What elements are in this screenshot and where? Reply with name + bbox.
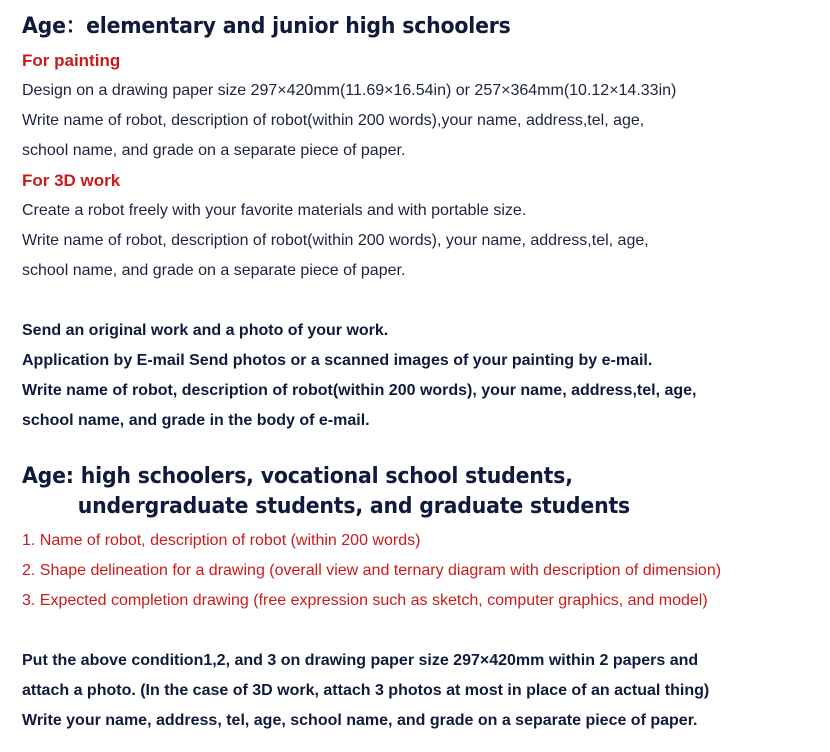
section1-instruction-3: Write name of robot, description of robot(within 200 words), your name, address,tel, age,	[22, 382, 697, 399]
painting-line-3: school name, and grade on a separate piece of paper.	[22, 142, 406, 159]
condition-1: 1. Name of robot, description of robot (within 200 words)	[22, 532, 421, 549]
section1-instruction-2: Application by E-mail Send photos or a scanned images of your painting by e-mail.	[22, 352, 653, 369]
section1-instruction-4: school name, and grade in the body of e-mail.	[22, 412, 370, 429]
section2-instruction-2: attach a photo. (In the case of 3D work, attach 3 photos at most in place of an actual thing)	[22, 682, 710, 699]
work3d-line-1: Create a robot freely with your favorite materials and with portable size.	[22, 202, 527, 219]
painting-label: For painting	[22, 51, 121, 70]
section2-heading-line-2: undergraduate students, and graduate students	[77, 494, 631, 519]
work3d-line-2: Write name of robot, description of robot(within 200 words), your name, address,tel, age,	[22, 232, 649, 249]
painting-line-2: Write name of robot, description of robot(within 200 words),your name, address,tel, age,	[22, 112, 645, 129]
painting-line-1: Design on a drawing paper size 297×420mm(11.69×16.54in) or 257×364mm(10.12×14.33in)	[22, 82, 677, 99]
work3d-label: For 3D work	[22, 171, 121, 190]
section2-instruction-1: Put the above condition1,2, and 3 on drawing paper size 297×420mm within 2 papers and	[22, 652, 699, 669]
section1-heading: Age：elementary and junior high schoolers	[22, 14, 511, 39]
condition-2: 2. Shape delineation for a drawing (overall view and ternary diagram with description of dimension)	[22, 562, 722, 579]
section2-instruction-3: Write your name, address, tel, age, school name, and grade on a separate piece of paper.	[22, 712, 698, 729]
section2-heading-line-1: Age: high schoolers, vocational school students,	[22, 464, 573, 489]
section1-instruction-1: Send an original work and a photo of your work.	[22, 322, 389, 339]
condition-3: 3. Expected completion drawing (free expression such as sketch, computer graphics, and model)	[22, 592, 708, 609]
work3d-line-3: school name, and grade on a separate piece of paper.	[22, 262, 406, 279]
